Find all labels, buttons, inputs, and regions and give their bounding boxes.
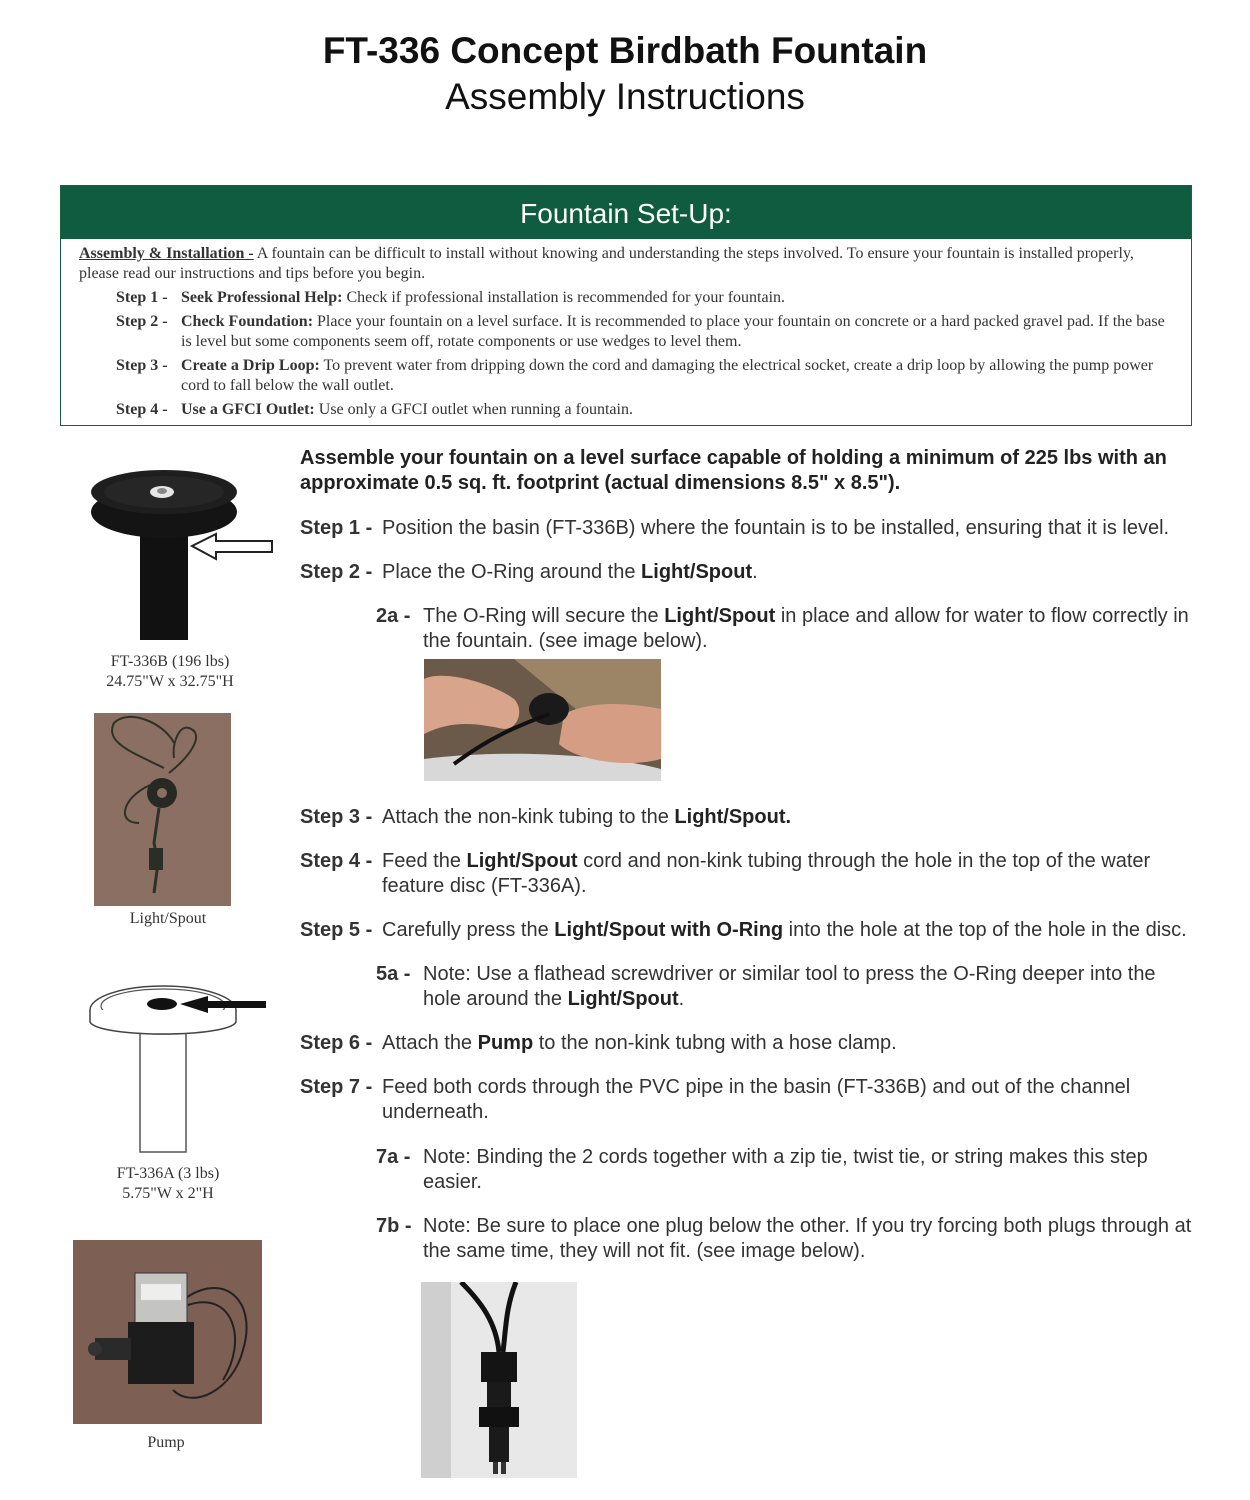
step-text-end: . <box>678 988 685 1010</box>
intro-text: A fountain can be difficult to install without knowing and understanding the steps involved. To ensure your fountain is installed properly, please read our instructions and tips before you begin. <box>79 245 1134 282</box>
step-number: 2a - <box>376 605 411 627</box>
step-number: Step 3 - <box>300 806 373 828</box>
disc-illustration <box>88 980 270 1155</box>
step-bold: Light/Spout <box>641 561 753 583</box>
step-bold: Pump <box>477 1032 534 1054</box>
step-text: Feed the <box>382 850 467 872</box>
step-number: 7a - <box>376 1146 411 1168</box>
step-text-end: . <box>752 561 758 583</box>
o-ring-photo <box>424 659 661 781</box>
setup-step-3 <box>116 356 1166 396</box>
step-text: To prevent water from dripping down the cord and damaging the electrical socket, create a drip loop by allowing the pump power cord to fall below the wall outlet. <box>181 357 1154 394</box>
pump-caption: Pump <box>147 1434 185 1451</box>
setup-intro <box>79 244 1169 284</box>
basin-illustration <box>88 470 278 645</box>
step-text-end: in place and allow for water to flow correctly in the fountain. (see image below). <box>423 605 1189 652</box>
step-bold: Light/Spout <box>664 605 776 627</box>
step-number: Step 3 - <box>116 357 168 374</box>
assembly-step-6 <box>300 1031 1200 1056</box>
basin-weight: FT-336B (196 lbs) <box>110 653 230 670</box>
assembly-step-5a <box>376 962 1196 1012</box>
light-spout-caption: Light/Spout <box>129 910 207 927</box>
document-title: FT-336 Concept Birdbath Fountain <box>322 30 928 71</box>
step-text-end: into the hole at the top of the hole in the disc. <box>783 919 1187 941</box>
step-number: Step 1 - <box>300 517 373 539</box>
step-number: Step 6 - <box>300 1032 373 1054</box>
disc-dimensions: 5.75"W x 2"H <box>122 1185 214 1202</box>
assembly-step-7 <box>300 1075 1200 1125</box>
step-number: 5a - <box>376 963 411 985</box>
assembly-step-4 <box>300 849 1200 899</box>
step-number: Step 5 - <box>300 919 373 941</box>
step-bold: Light/Spout with O-Ring <box>554 919 784 941</box>
light-spout-photo <box>94 713 231 906</box>
step-label: Seek Professional Help: <box>181 289 343 306</box>
assembly-step-2a <box>376 604 1196 654</box>
assembly-step-2 <box>300 560 1200 585</box>
step-text-end: to the non-kink tubng with a hose clamp. <box>533 1032 897 1054</box>
step-text: Attach the <box>382 1032 478 1054</box>
assembly-step-5 <box>300 918 1200 943</box>
step-number: Step 4 - <box>300 850 373 872</box>
step-bold: Light/Spout <box>466 850 578 872</box>
basin-caption <box>70 652 270 692</box>
step-label: Create a Drip Loop: <box>181 357 320 374</box>
assembly-step-7b <box>376 1214 1196 1264</box>
assembly-step-1 <box>300 516 1200 541</box>
step-label: Use a GFCI Outlet: <box>181 401 315 418</box>
step-number: Step 7 - <box>300 1076 373 1098</box>
pump-photo <box>73 1240 262 1424</box>
intro-label: Assembly & Installation - <box>79 245 254 262</box>
step-text: The O-Ring will secure the <box>423 605 665 627</box>
setup-step-4 <box>116 400 1166 420</box>
plugs-photo <box>421 1282 577 1478</box>
disc-weight: FT-336A (3 lbs) <box>116 1165 220 1182</box>
disc-caption <box>68 1164 268 1204</box>
step-number: 7b - <box>376 1215 412 1237</box>
step-text-end: cord and non-kink tubing through the hole in the top of the water feature disc (FT-336A). <box>382 850 1151 897</box>
step-text: Place the O-Ring around the <box>382 561 642 583</box>
step-bold: Light/Spout <box>567 988 679 1010</box>
step-text: Check if professional installation is recommended for your fountain. <box>342 289 786 306</box>
step-text: Attach the non-kink tubing to the <box>382 806 675 828</box>
document-subtitle: Assembly Instructions <box>445 76 805 117</box>
fountain-setup-box <box>60 185 1192 426</box>
step-text: Feed both cords through the PVC pipe in the basin (FT-336B) and out of the channel underneath. <box>382 1076 1131 1123</box>
step-text: Use only a GFCI outlet when running a fountain. <box>314 401 633 418</box>
assembly-step-3 <box>300 805 1200 830</box>
step-bold: Light/Spout. <box>674 806 792 828</box>
setup-step-1 <box>116 288 1166 308</box>
step-number: Step 2 - <box>300 561 373 583</box>
step-number: Step 1 - <box>116 289 168 306</box>
step-number: Step 2 - <box>116 313 168 330</box>
step-text: Note: Binding the 2 cords together with a zip tie, twist tie, or string makes this step easier. <box>423 1146 1148 1193</box>
step-text: Position the basin (FT-336B) where the fountain is to be installed, ensuring that it is level. <box>382 517 1170 539</box>
assembly-headline: Assemble your fountain on a level surface capable of holding a minimum of 225 lbs with an approximate 0.5 sq. ft. footprint (actual dimensions 8.5" x 8.5"). <box>300 447 1167 494</box>
basin-dimensions: 24.75"W x 32.75"H <box>106 673 234 690</box>
step-text: Place your fountain on a level surface. It is recommended to place your fountain on concrete or a hard packed gravel pad. If the base is level but some components seem off, rotate components or use wedges to level them. <box>181 313 1165 350</box>
step-text: Carefully press the <box>382 919 555 941</box>
step-text: Note: Use a flathead screwdriver or similar tool to press the O-Ring deeper into the hole around the <box>423 963 1156 1010</box>
setup-step-2 <box>116 312 1166 352</box>
step-number: Step 4 - <box>116 401 168 418</box>
step-label: Check Foundation: <box>181 313 314 330</box>
setup-heading: Fountain Set-Up: <box>61 186 1191 239</box>
step-text: Note: Be sure to place one plug below the other. If you try forcing both plugs through at the same time, they will not fit. (see image below). <box>423 1215 1192 1262</box>
assembly-step-7a <box>376 1145 1196 1195</box>
